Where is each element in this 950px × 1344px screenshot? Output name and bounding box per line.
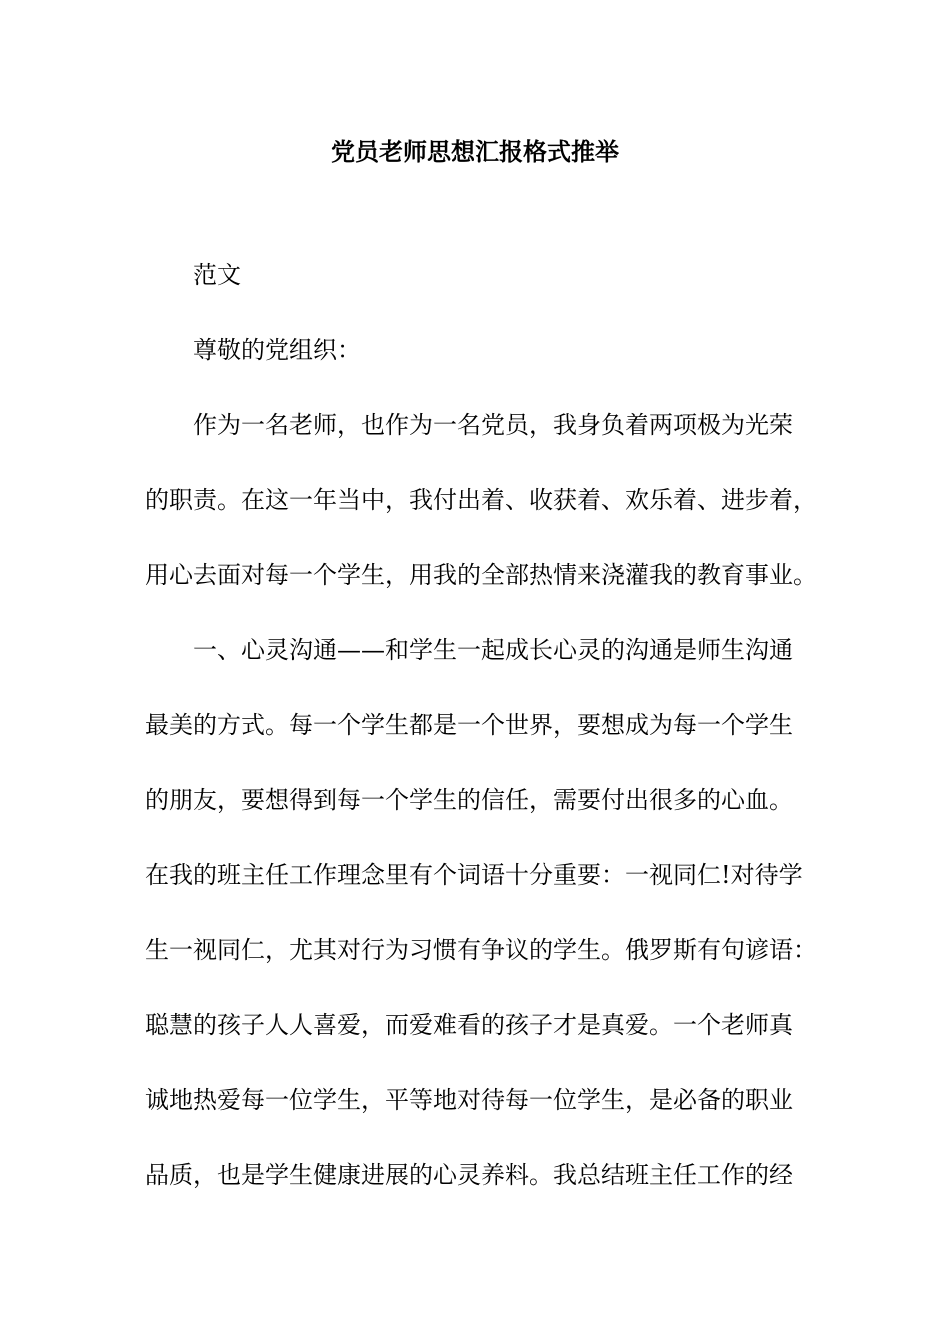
text-line: 的朋友，要想得到每一个学生的信任，需要付出很多的心血。 [145,786,793,814]
text-line: 品质，也是学生健康进展的心灵养料。我总结班主任工作的经 [145,1161,793,1189]
text-line: 聪慧的孩子人人喜爱，而爱难看的孩子才是真爱。一个老师真 [145,1011,793,1039]
text-line: 尊敬的党组织： [193,336,361,364]
text-line: 的职责。在这一年当中，我付出着、收获着、欢乐着、进步着， [145,486,817,514]
text-line: 作为一名老师，也作为一名党员，我身负着两项极为光荣 [193,411,793,439]
text-line: 生一视同仁，尤其对行为习惯有争议的学生。俄罗斯有句谚语： [145,936,817,964]
text-line: 范文 [193,261,241,289]
text-line: 诚地热爱每一位学生，平等地对待每一位学生，是必备的职业 [145,1086,793,1114]
document-title: 党员老师思想汇报格式推举 [331,137,619,166]
text-line: 用心去面对每一个学生，用我的全部热情来浇灌我的教育事业。 [145,561,817,589]
text-line: 一、心灵沟通——和学生一起成长心灵的沟通是师生沟通 [193,636,793,664]
text-line: 在我的班主任工作理念里有个词语十分重要：一视同仁!对待学 [145,861,803,889]
text-line: 最美的方式。每一个学生都是一个世界，要想成为每一个学生 [145,711,793,739]
